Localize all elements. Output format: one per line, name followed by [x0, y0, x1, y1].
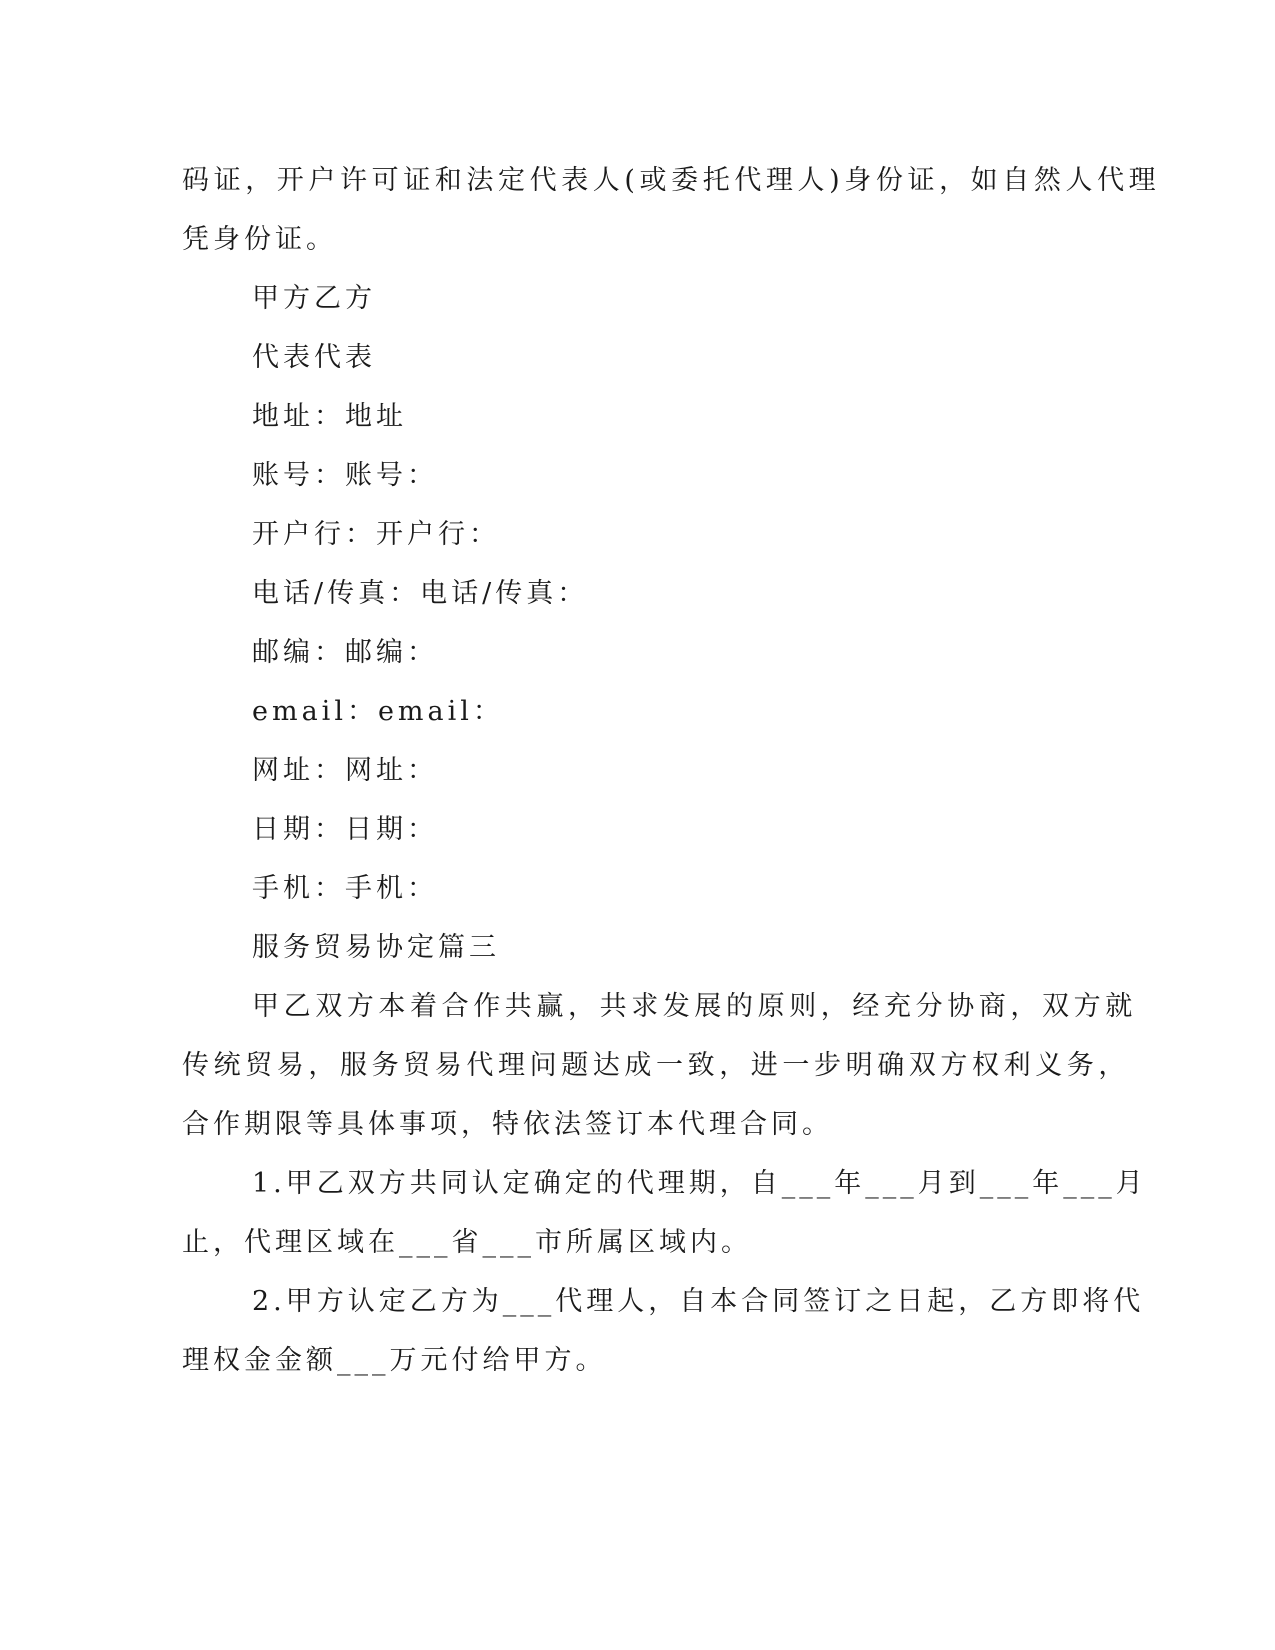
clause-1-line: 1.甲乙双方共同认定确定的代理期，自___年___月到___年___月 [252, 1168, 1147, 1199]
postcode-line: 邮编：邮编： [252, 637, 438, 668]
clause-2-line: 理权金金额___万元付给甲方。 [182, 1345, 607, 1376]
paragraph-line: 合作期限等具体事项，特依法签订本代理合同。 [182, 1109, 833, 1140]
paragraph-line: 凭身份证。 [182, 224, 337, 255]
email-line: email：email： [252, 696, 504, 727]
clause-1-line: 止，代理区域在___省___市所属区域内。 [182, 1227, 752, 1258]
section-title: 服务贸易协定篇三 [252, 932, 500, 963]
party-header-line: 甲方乙方 [252, 283, 376, 314]
paragraph-line: 传统贸易，服务贸易代理问题达成一致，进一步明确双方权利义务， [182, 1050, 1130, 1081]
clause-2-line: 2.甲方认定乙方为___代理人，自本合同签订之日起，乙方即将代 [252, 1286, 1145, 1317]
phone-fax-line: 电话/传真：电话/传真： [252, 578, 589, 609]
representative-line: 代表代表 [252, 342, 376, 373]
paragraph-line: 码证，开户许可证和法定代表人(或委托代理人)身份证，如自然人代理 [182, 165, 1161, 196]
website-line: 网址：网址： [252, 755, 438, 786]
bank-line: 开户行：开户行： [252, 519, 500, 550]
paragraph-line: 甲乙双方本着合作共赢，共求发展的原则，经充分协商，双方就 [252, 991, 1137, 1022]
address-line: 地址：地址 [252, 401, 407, 432]
mobile-line: 手机：手机： [252, 873, 438, 904]
document-body [182, 160, 1161, 1399]
date-line: 日期：日期： [252, 814, 438, 845]
account-line: 账号：账号： [252, 460, 438, 491]
